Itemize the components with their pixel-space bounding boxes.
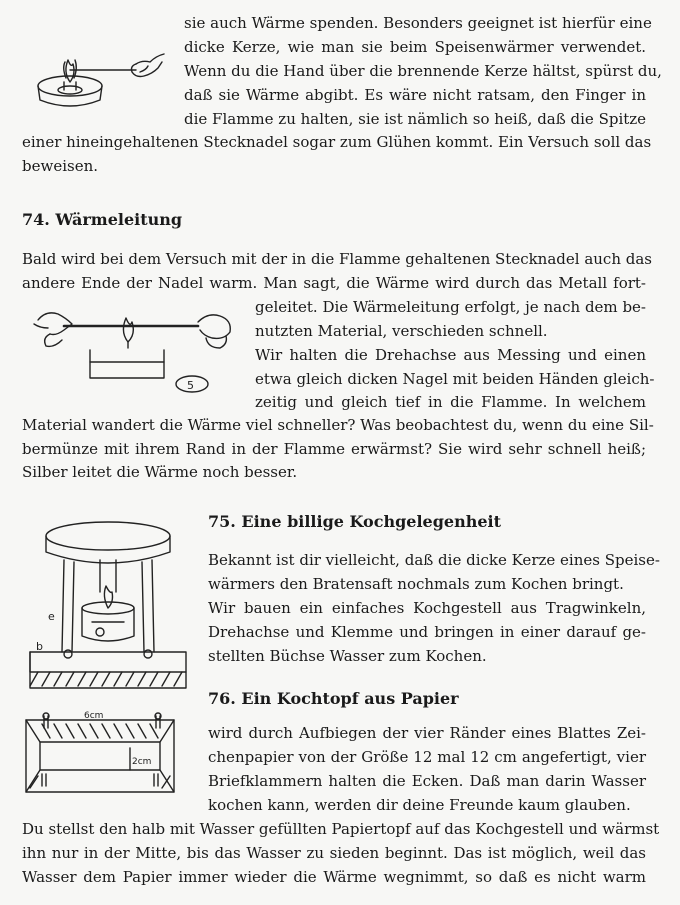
paragraph-line: kochen kann, werden dir deine Freunde kaum glauben. — [208, 796, 631, 814]
paragraph-line: Wir halten die Drehachse aus Messing und einen — [255, 346, 646, 364]
section-74-heading: 74. Wärmeleitung — [22, 210, 183, 229]
paragraph-line: zeitig und gleich tief in die Flamme. In welchem — [255, 393, 646, 411]
section-76-heading: 76. Ein Kochtopf aus Papier — [208, 689, 459, 708]
section-75-heading: 75. Eine billige Kochgelegenheit — [208, 512, 502, 531]
height-label: 2cm — [132, 757, 152, 767]
paragraph-line: geleitet. Die Wärmeleitung erfolgt, je nach dem be- — [255, 298, 646, 316]
paragraph-line: Bekannt ist dir vielleicht, daß die dicke Kerze eines Speise- — [208, 551, 660, 569]
paragraph-line: Silber leitet die Wärme noch besser. — [22, 463, 298, 481]
paragraph-line: Du stellst den halb mit Wasser gefüllten Papiertopf auf das Kochgestell und wärmst — [22, 820, 660, 838]
paragraph-line: wird durch Aufbiegen der vier Ränder eines Blattes Zei- — [208, 724, 646, 742]
paragraph-line: wärmers den Bratensaft nochmals zum Kochen bringt. — [208, 575, 624, 593]
paragraph-line: stellten Büchse Wasser zum Kochen. — [208, 647, 487, 665]
heat-conduction-illustration — [28, 298, 238, 398]
intro-line: sie auch Wärme spenden. Besonders geeignet ist hierfür eine — [184, 14, 652, 32]
intro-line: dicke Kerze, wie man sie beim Speisenwärmer verwendet. — [184, 38, 646, 56]
paragraph-line: chenpapier von der Größe 12 mal 12 cm angefertigt, vier — [208, 748, 646, 766]
intro-line: Wenn du die Hand über die brennende Kerze hältst, spürst du, — [184, 62, 662, 80]
paragraph-line: andere Ende der Nadel warm. Man sagt, die Wärme wird durch das Metall fort- — [22, 274, 646, 292]
paragraph-line: ihn nur in der Mitte, bis das Wasser zu sieden beginnt. Das ist möglich, weil das — [22, 844, 646, 862]
cooking-stand-illustration — [22, 512, 194, 694]
candle-needle-illustration — [18, 38, 178, 118]
paragraph-line: etwa gleich dicken Nagel mit beiden Händen gleich- — [255, 370, 655, 388]
paragraph-line: Bald wird bei dem Versuch mit der in die Flamme gehaltenen Stecknadel auch das — [22, 250, 653, 268]
width-label: 6cm — [84, 711, 104, 721]
label-b: b — [36, 640, 43, 653]
paragraph-line: bermünze mit ihrem Rand in der Flamme erwärmst? Sie wird sehr schnell heiß; — [22, 440, 646, 458]
paragraph-line: Wir bauen ein einfaches Kochgestell aus Tragwinkeln, — [208, 599, 646, 617]
coin-label: 5 — [187, 379, 194, 392]
paragraph-line: nutzten Material, verschieden schnell. — [255, 322, 548, 340]
paper-pot-illustration — [20, 708, 200, 804]
paragraph-line: Material wandert die Wärme viel schneller? Was beobachtest du, wenn du eine Sil- — [22, 416, 654, 434]
intro-line: daß sie Wärme abgibt. Es wäre nicht ratsam, den Finger in — [184, 86, 646, 104]
paragraph-line: Wasser dem Papier immer wieder die Wärme wegnimmt, so daß es nicht warm — [22, 868, 646, 886]
paragraph-line: Drehachse und Klemme und bringen in einer darauf ge- — [208, 623, 646, 641]
intro-line: beweisen. — [22, 157, 98, 175]
paragraph-line: Briefklammern halten die Ecken. Daß man darin Wasser — [208, 772, 646, 790]
label-e: e — [48, 610, 55, 623]
intro-line: die Flamme zu halten, sie ist nämlich so heiß, daß die Spitze — [184, 110, 647, 128]
intro-line: einer hineingehaltenen Stecknadel sogar zum Glühen kommt. Ein Versuch soll das — [22, 133, 652, 151]
